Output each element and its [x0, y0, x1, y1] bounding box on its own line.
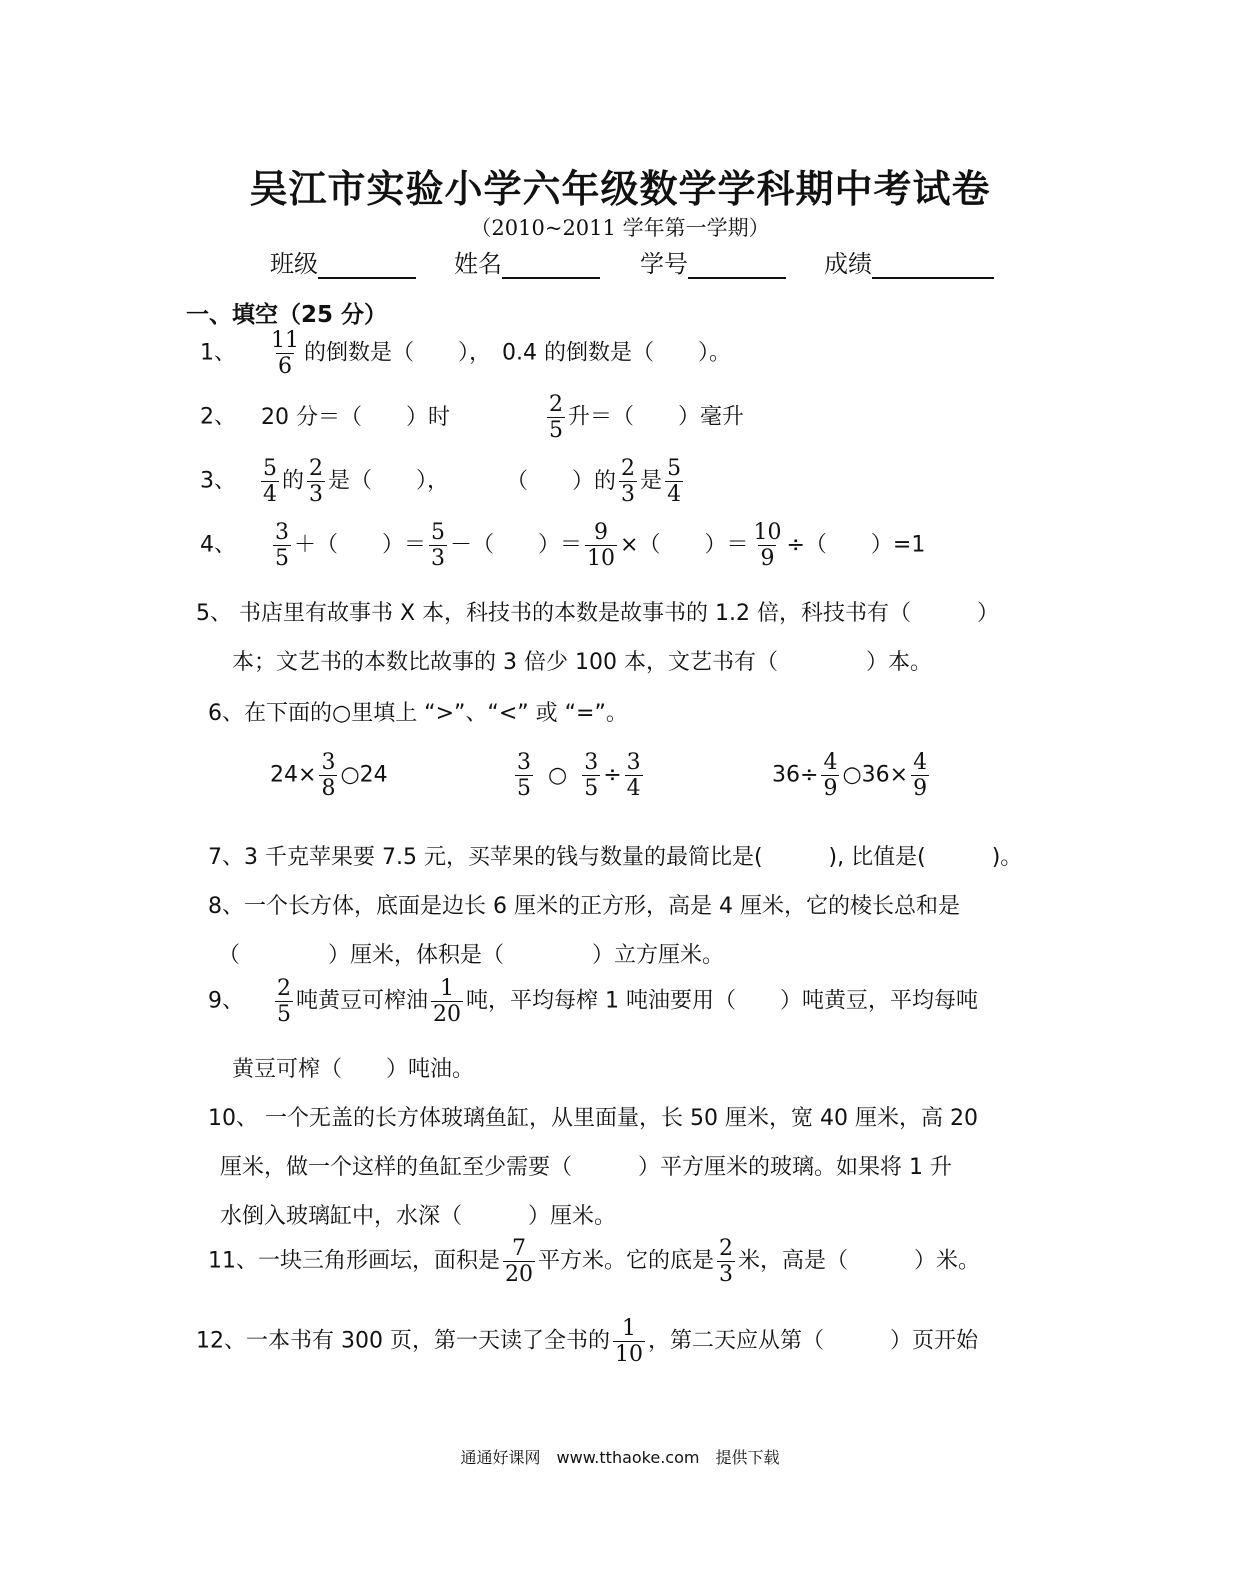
field-number-label: 学号	[640, 250, 688, 278]
fraction: $\frac{11}{6}$	[271, 328, 299, 379]
question-12	[196, 1316, 978, 1367]
fraction: $\frac{5}{4}$	[667, 456, 682, 507]
question-8-line-1: 8、一个长方体，底面是边长 6 厘米的正方形，高是 4 厘米，它的棱长总和是	[208, 894, 960, 919]
fraction: $\frac{3}{8}$	[321, 750, 336, 801]
question-1	[200, 328, 731, 379]
question-text: 11、一块三角形画坛，面积是	[208, 1248, 500, 1274]
question-9-line-2: 黄豆可榨（ ）吨油。	[232, 1057, 475, 1082]
fraction: $\frac{2}{3}$	[719, 1236, 734, 1287]
fraction: $\frac{2}{5}$	[277, 976, 291, 1027]
field-score	[824, 244, 994, 279]
question-text: （ ）的	[506, 468, 617, 494]
question-text: 12、一本书有 300 页，第一天读了全书的	[196, 1328, 610, 1354]
question-text: 吨黄豆可榨油	[296, 988, 429, 1014]
footer-credit: 通通好课网 www.tthaoke.com 提供下载	[460, 1448, 780, 1467]
question-number: 1、	[200, 340, 236, 366]
question-5-line-2: 本；文艺书的本数比故事的 3 倍少 100 本，文艺书有（ ）本。	[232, 650, 932, 675]
fraction: $\frac{5}{3}$	[431, 520, 446, 571]
fraction: $\frac{4}{9}$	[913, 750, 928, 801]
fraction: $\frac{1}{10}$	[614, 1316, 643, 1367]
question-text: 是	[640, 468, 663, 494]
fraction: $\frac{7}{20}$	[505, 1236, 533, 1287]
question-8-line-2: （ ）厘米，体积是（ ）立方厘米。	[218, 943, 725, 968]
section-title: 一、填空（25 分）	[186, 302, 388, 328]
field-class	[270, 244, 416, 279]
question-3	[200, 456, 686, 507]
question-6-expr-3: 36÷ $\frac{4}{9}$ ○36× $\frac{4}{9}$	[772, 750, 928, 801]
question-text: ÷（ ）=1	[786, 532, 926, 558]
page-title: 吴江市实验小学六年级数学学科期中考试卷	[249, 167, 991, 211]
question-2	[200, 392, 744, 443]
question-6-line-1: 6、在下面的○里填上 “>”、“<” 或 “=”。	[208, 701, 628, 726]
field-number	[640, 244, 786, 279]
question-10-line-3: 水倒入玻璃缸中，水深（ ）厘米。	[220, 1204, 617, 1229]
question-10-line-2: 厘米，做一个这样的鱼缸至少需要（ ）平方厘米的玻璃。如果将 1 升	[220, 1155, 952, 1180]
fraction: $\frac{4}{9}$	[823, 750, 838, 801]
fraction: $\frac{5}{4}$	[263, 456, 277, 507]
question-text: 是（ ），	[328, 468, 450, 494]
question-text: －（ ）＝	[450, 532, 583, 558]
fraction: $\frac{2}{3}$	[621, 456, 636, 507]
fraction: $\frac{3}{5}$	[517, 750, 531, 801]
question-number: 3、	[200, 468, 236, 494]
question-number: 2、	[200, 404, 236, 430]
question-text: ×（ ）＝	[620, 532, 749, 558]
fraction: $\frac{10}{9}$	[753, 520, 782, 571]
question-5-line-1: 5、 书店里有故事书 X 本，科技书的本数是故事书的 1.2 倍，科技书有（ ）	[196, 601, 1000, 626]
question-10-line-1: 10、 一个无盖的长方体玻璃鱼缸，从里面量，长 50 厘米，宽 40 厘米，高 20	[208, 1106, 978, 1131]
fraction: $\frac{2}{5}$	[549, 392, 563, 443]
fraction: $\frac{2}{3}$	[309, 456, 324, 507]
question-text: 20 分＝（ ）时	[261, 404, 450, 430]
fraction: $\frac{1}{20}$	[433, 976, 462, 1027]
question-text: 的	[282, 468, 305, 494]
field-class-blank[interactable]	[318, 251, 416, 279]
question-text: ＋（ ）＝	[294, 532, 427, 558]
question-text: 吨，平均每榨 1 吨油要用（ ）吨黄豆，平均每吨	[466, 988, 979, 1014]
question-11	[208, 1236, 980, 1287]
field-name-label: 姓名	[454, 250, 502, 278]
fraction: $\frac{3}{5}$	[275, 520, 289, 571]
field-score-label: 成绩	[824, 250, 872, 278]
question-6-expr-2: $\frac{3}{5}$ ○ $\frac{3}{5}$ ÷ $\frac{3}{4}$	[517, 750, 641, 801]
question-number: 4、	[200, 532, 236, 558]
question-text: 米，高是（ ）米。	[738, 1248, 981, 1274]
field-score-blank[interactable]	[872, 251, 994, 279]
question-text: 的倒数是（ ）， 0.4 的倒数是（ ）。	[304, 340, 731, 366]
question-text: 平方米。它的底是	[538, 1248, 715, 1274]
question-text: 升＝（ ）毫升	[568, 404, 745, 430]
question-6-expr-1: 24× $\frac{3}{8}$ ○24	[270, 750, 388, 801]
field-class-label: 班级	[270, 250, 318, 278]
question-7: 7、3 千克苹果要 7.5 元，买苹果的钱与数量的最简比是( ), 比值是( )。	[208, 845, 1023, 870]
fraction: $\frac{9}{10}$	[587, 520, 616, 571]
school-year-subtitle: （2010~2011 学年第一学期）	[470, 216, 770, 240]
fraction: $\frac{3}{5}$	[584, 750, 599, 801]
question-number: 9、	[208, 988, 244, 1014]
question-text: ，第二天应从第（ ）页开始	[647, 1328, 978, 1354]
fraction: $\frac{3}{4}$	[626, 750, 641, 801]
question-9-line-1	[208, 976, 978, 1027]
field-name-blank[interactable]	[502, 251, 600, 279]
question-4	[200, 520, 925, 571]
field-name	[454, 244, 600, 279]
field-number-blank[interactable]	[688, 251, 786, 279]
